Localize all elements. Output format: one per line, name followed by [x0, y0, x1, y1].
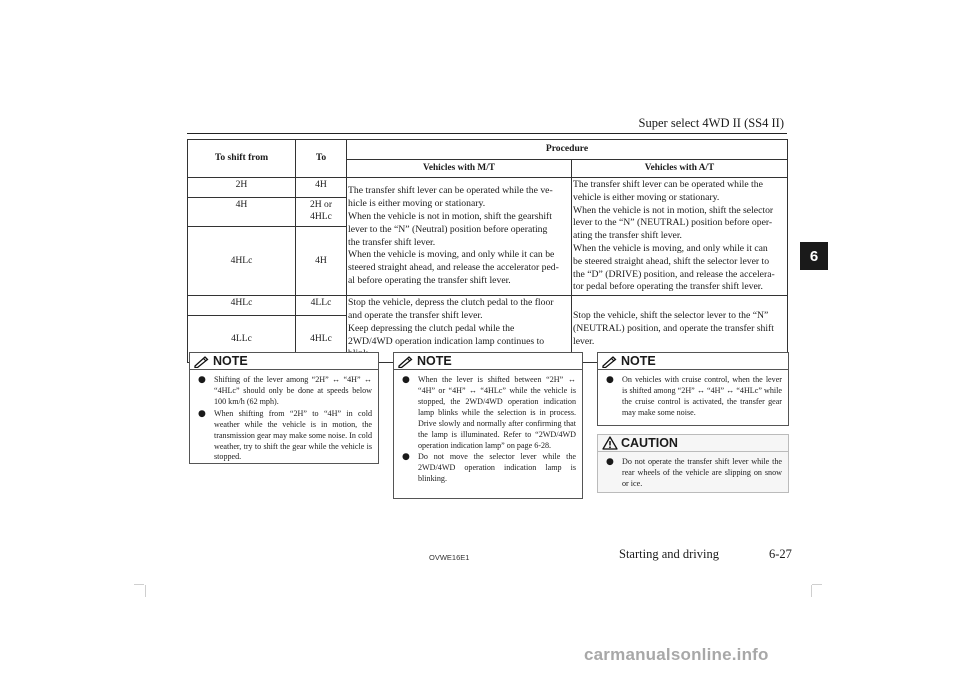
cell-to: 4HLc [296, 316, 347, 363]
cell-from: 4HLc [188, 227, 296, 296]
note-pen-icon [194, 355, 210, 368]
bullet-icon: ● [198, 375, 206, 385]
cell-at-procedure: The transfer shift lever can be operated while the vehicle is either moving or stationary. When the vehicle is not in motion, shift the selector lever to the “N” (NEUTRAL) position before oper- ating the transfer shift lever. When the vehicle is moving, and only while it can be steered straight ahead, shift the selector lever to the “D” (DRIVE) position, and release the accelera- tor pedal before operating the transfer shift lever. [572, 178, 788, 296]
crop-mark [134, 584, 144, 585]
cell-to: 2H or 4HLc [296, 197, 347, 226]
note-pen-icon [602, 355, 618, 368]
bullet-icon: ● [198, 408, 206, 419]
note-item: ● Shifting of the lever among “2H” ↔ “4H” ↔ “4HLc” should only be done at speeds below 100 km/h (62 mph). [198, 375, 372, 406]
cell-from: 4LLc [188, 316, 296, 363]
bullet-icon: ● [606, 375, 614, 385]
note-item: ● Do not move the selector lever while the 2WD/4WD operation indication lamp is blinking. [402, 452, 576, 484]
note-item: ● When shifting from “2H” to “4H” in cold weather while the vehicle is in motion, the transmission gear may make some noise. In cold weather, try to shift the gear while the vehicle is stopped. [198, 408, 372, 462]
cell-mt-procedure: Stop the vehicle, depress the clutch pedal to the floor and operate the transfer shift lever. Keep depressing the clutch pedal while the 2WD/4WD operation indication lamp continues to [347, 296, 572, 363]
header-rule [187, 133, 787, 134]
document-code: OVWE16E1 [429, 553, 470, 562]
running-header: Super select 4WD II (SS4 II) [638, 116, 784, 130]
note-item: ● When the lever is shifted between “2H” ↔ “4H” or “4H” ↔ “4HLc” while the vehicle is stopped, the 2WD/4WD operation indication lamp blinks while the selection is in process. Drive slowly and normally after confirming that the lamp is illuminated. Refer to “2WD/4WD operation indication lamp” on page 6-28. [402, 375, 576, 450]
caution-box [597, 434, 789, 493]
bullet-icon: ● [606, 457, 614, 467]
note-box-3 [597, 352, 789, 426]
chapter-tab: 6 [800, 242, 828, 270]
col-header-at: Vehicles with A/T [572, 160, 788, 178]
cell-to: 4H [296, 227, 347, 296]
table-row [188, 296, 788, 316]
cell-to: 4LLc [296, 296, 347, 316]
note-pen-icon [398, 355, 414, 368]
watermark: carmanualsonline.info [584, 645, 769, 664]
note-header [394, 353, 582, 370]
col-header-to: To [296, 140, 347, 178]
cell-from: 4HLc [188, 296, 296, 316]
cell-to: 4H [296, 178, 347, 198]
cell-at-procedure: Stop the vehicle, shift the selector lever to the “N” (NEUTRAL) position, and operate the transfer shift lever. [572, 296, 788, 363]
section-name: Starting and driving [619, 547, 719, 561]
note-box-2 [393, 352, 583, 499]
crop-mark [145, 585, 146, 597]
bullet-icon: ● [402, 375, 410, 385]
shift-procedure-table [187, 139, 788, 363]
cell-from: 4H [188, 197, 296, 226]
table-row [188, 178, 788, 198]
note-box-1 [189, 352, 379, 464]
warning-triangle-icon [602, 436, 618, 450]
note-label: NOTE [621, 354, 656, 368]
note-label: NOTE [213, 354, 248, 368]
caution-item: ● Do not operate the transfer shift lever while the rear wheels of the vehicle are slipping on snow or ice. [606, 457, 782, 488]
bullet-icon: ● [402, 452, 410, 463]
note-header [190, 353, 378, 370]
crop-mark [811, 585, 812, 597]
note-item: ● On vehicles with cruise control, when the lever is shifted among “2H” ↔ “4H” ↔ “4HLc” while the cruise control is activated, the transfer gear may make some noise. [606, 375, 782, 417]
cell-mt-procedure: The transfer shift lever can be operated while the ve- hicle is either moving or stationary. When the vehicle is not in motion, shift the gearshift lever to the “N” (Neutral) position before operating the transfer shift lever. When the vehicle is moving, and only while it can be steered straight ahead, and release the accelerator ped- al before operating the transfer shift lever. [347, 178, 572, 296]
note-label: NOTE [417, 354, 452, 368]
caution-header [598, 435, 788, 452]
caution-label: CAUTION [621, 436, 678, 450]
crop-mark [812, 584, 822, 585]
col-header-procedure: Procedure [347, 140, 788, 160]
note-header [598, 353, 788, 370]
col-header-mt: Vehicles with M/T [347, 160, 572, 178]
col-header-from: To shift from [188, 140, 296, 178]
cell-from: 2H [188, 178, 296, 198]
page-number: 6-27 [769, 547, 792, 561]
